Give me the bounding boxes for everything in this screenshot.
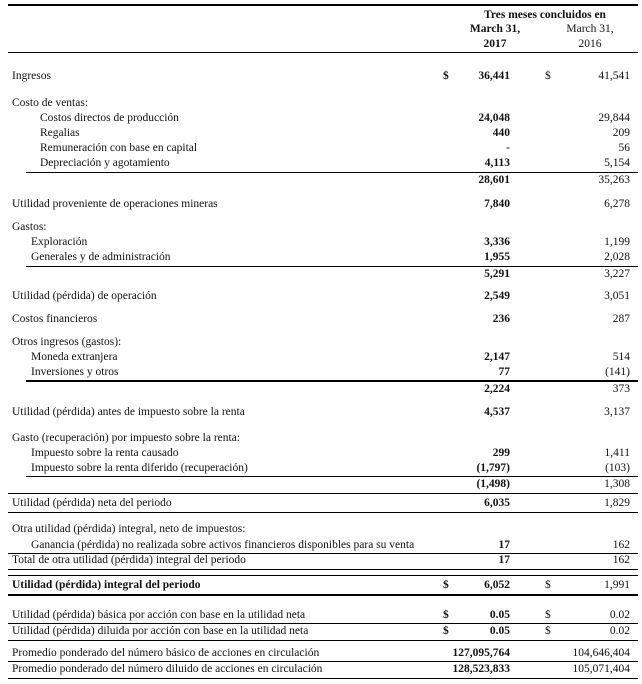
value-2017: 0.05: [489, 625, 510, 637]
currency-symbol: $: [545, 609, 551, 621]
value-2017: 440: [492, 127, 510, 139]
row-label: Costos financieros: [12, 313, 98, 325]
value-2016: 6,278: [604, 198, 630, 210]
row-label: Utilidad (pérdida) diluida por acción con base en la utilidad neta: [12, 625, 309, 637]
subtotal-row: [0, 173, 642, 188]
statement-row: [0, 156, 642, 171]
row-rule: [8, 569, 638, 570]
statement-row: [0, 553, 642, 568]
statement-row-eps-basic: [0, 608, 642, 623]
net-income-bottom-rule: [8, 512, 638, 513]
row-label: Total de otra utilidad (pérdida) integral del periodo: [12, 554, 246, 566]
value-2016: 1,308: [604, 478, 630, 490]
value-2016: 104,646,404: [572, 647, 630, 659]
row-rule: [8, 640, 638, 641]
value-2016: 3,051: [604, 290, 630, 302]
row-label: Inversiones y otros: [31, 366, 119, 378]
value-2017: 24,048: [478, 112, 510, 124]
currency-symbol: $: [443, 70, 449, 82]
statement-row-net-income: [0, 496, 642, 511]
top-rule: [8, 4, 638, 6]
statement-row: [0, 126, 642, 141]
row-label: Regalias: [40, 127, 80, 139]
section-heading: [0, 335, 642, 350]
statement-row: [0, 312, 642, 327]
row-label: Utilidad (pérdida) de operación: [12, 290, 157, 302]
row-label: Utilidad (pérdida) antes de impuesto sobre la renta: [12, 406, 245, 418]
value-2017: 17: [498, 554, 510, 566]
value-2016: 0.02: [609, 609, 630, 621]
value-2016: 1,411: [604, 447, 630, 459]
value-2016: 29,844: [598, 112, 630, 124]
row-label: Exploración: [31, 236, 88, 248]
value-2016: 41,541: [598, 70, 630, 82]
net-income-top-rule: [8, 493, 638, 494]
row-label: Impuesto sobre la renta causado: [31, 447, 179, 459]
currency-symbol: $: [443, 579, 449, 591]
value-2016: 1,829: [604, 497, 630, 509]
subtotal-row: [0, 382, 642, 397]
column-header-2017-line1: March 31,: [469, 23, 521, 35]
section-heading: [0, 431, 642, 446]
value-2016: 209: [612, 127, 630, 139]
statement-row-ingresos: [0, 69, 642, 84]
row-label: Costo de ventas:: [12, 97, 89, 109]
value-2016: 5,154: [604, 157, 630, 169]
section-heading: [0, 522, 642, 537]
value-2017: 2,224: [484, 383, 510, 395]
value-2017: (1,797): [476, 462, 510, 474]
row-label: Depreciación y agotamiento: [40, 157, 170, 169]
bottom-rule: [8, 678, 638, 679]
value-2016: 1,991: [604, 579, 630, 591]
row-label: Ganancia (pérdida) no realizada sobre activos financieros disponibles para su venta: [31, 539, 415, 551]
value-2016: 56: [618, 142, 630, 154]
value-2017: 299: [492, 447, 510, 459]
value-2017: 2,549: [484, 290, 510, 302]
value-2016: 514: [612, 351, 630, 363]
statement-row: [0, 538, 642, 553]
statement-row: [0, 405, 642, 420]
value-2016: 2,028: [604, 251, 630, 263]
value-2017: 6,035: [484, 497, 510, 509]
row-label: Remuneración con base en capital: [40, 142, 198, 154]
value-2017: 28,601: [478, 174, 510, 186]
statement-row: [0, 197, 642, 212]
row-label: Generales y de administración: [31, 251, 171, 263]
value-2016: 3,137: [604, 406, 630, 418]
value-2016: (141): [605, 366, 630, 378]
currency-symbol: $: [545, 579, 551, 591]
value-2017: 6,052: [484, 579, 510, 591]
statement-row: [0, 289, 642, 304]
value-2017: 3,336: [484, 236, 510, 248]
value-2017: 17: [498, 539, 510, 551]
value-2017: 0.05: [489, 609, 510, 621]
comprehensive-bottom-rule: [8, 594, 638, 596]
column-header-2016-line1: March 31,: [566, 23, 614, 35]
value-2016: 35,263: [598, 174, 630, 186]
row-label: Otra utilidad (pérdida) integral, neto de impuestos:: [12, 523, 246, 535]
row-label: Impuesto sobre la renta diferido (recuperación): [31, 462, 248, 474]
value-2017: (1,498): [476, 478, 510, 490]
value-2016: 287: [612, 313, 630, 325]
value-2017: 1,955: [484, 251, 510, 263]
statement-row: [0, 141, 642, 156]
value-2017: 5,291: [484, 268, 510, 280]
row-label: Utilidad (pérdida) integral del periodo: [12, 579, 201, 591]
row-label: Utilidad (pérdida) neta del periodo: [12, 497, 172, 509]
comprehensive-top-rule: [8, 575, 638, 576]
value-2017: 128,523,833: [452, 663, 510, 675]
value-2016: 105,071,404: [572, 663, 630, 675]
row-label: Gasto (recuperación) por impuesto sobre la renta:: [12, 432, 240, 444]
statement-row-comprehensive-income: [0, 578, 642, 593]
row-label: Moneda extranjera: [31, 351, 118, 363]
row-label: Costos directos de producción: [40, 112, 179, 124]
header-rule: [8, 52, 638, 53]
currency-symbol: $: [545, 70, 551, 82]
statement-row: [0, 350, 642, 365]
statement-row: [0, 235, 642, 250]
statement-row-eps-diluted: [0, 624, 642, 639]
period-title: Tres meses concluidos en: [484, 9, 606, 21]
value-2016: 0.02: [609, 625, 630, 637]
section-heading: [0, 220, 642, 235]
value-2017: 236: [492, 313, 510, 325]
currency-symbol: $: [443, 625, 449, 637]
value-2017: 7,840: [484, 198, 510, 210]
statement-row: [0, 461, 642, 476]
statement-row: [0, 365, 642, 380]
statement-row-shares-basic: [0, 646, 642, 661]
statement-row: [0, 250, 642, 265]
row-label: Promedio ponderado del número diluido de acciones en circulación: [12, 663, 323, 675]
value-2016: 1,199: [604, 236, 630, 248]
value-2017: 127,095,764: [452, 647, 510, 659]
row-label: Promedio ponderado del número básico de acciones en circulación: [12, 647, 320, 659]
row-label: Utilidad proveniente de operaciones mineras: [12, 198, 218, 210]
column-header-2017-line2: 2017: [483, 38, 507, 50]
value-2016: 162: [612, 539, 630, 551]
value-2017: 4,113: [484, 157, 510, 169]
value-2016: 373: [612, 383, 630, 395]
statement-row: [0, 111, 642, 126]
value-2016: 162: [612, 554, 630, 566]
row-label: Otros ingresos (gastos):: [12, 336, 122, 348]
value-2016: (103): [605, 462, 630, 474]
row-label: Gastos:: [12, 221, 47, 233]
value-2017: 77: [498, 366, 510, 378]
value-2017: -: [506, 142, 510, 154]
currency-symbol: $: [545, 625, 551, 637]
section-heading: [0, 96, 642, 111]
value-2017: 36,441: [478, 70, 510, 82]
currency-symbol: $: [443, 609, 449, 621]
row-label: Ingresos: [12, 70, 51, 82]
value-2016: 3,227: [604, 268, 630, 280]
value-2017: 4,537: [484, 406, 510, 418]
subtotal-row: [0, 267, 642, 282]
statement-row: [0, 446, 642, 461]
value-2017: 2,147: [484, 351, 510, 363]
statement-row-shares-diluted: [0, 662, 642, 677]
column-header-2016-line2: 2016: [578, 38, 602, 50]
subtotal-row: [0, 477, 642, 492]
row-label: Utilidad (pérdida) básica por acción con base en la utilidad neta: [12, 609, 306, 621]
